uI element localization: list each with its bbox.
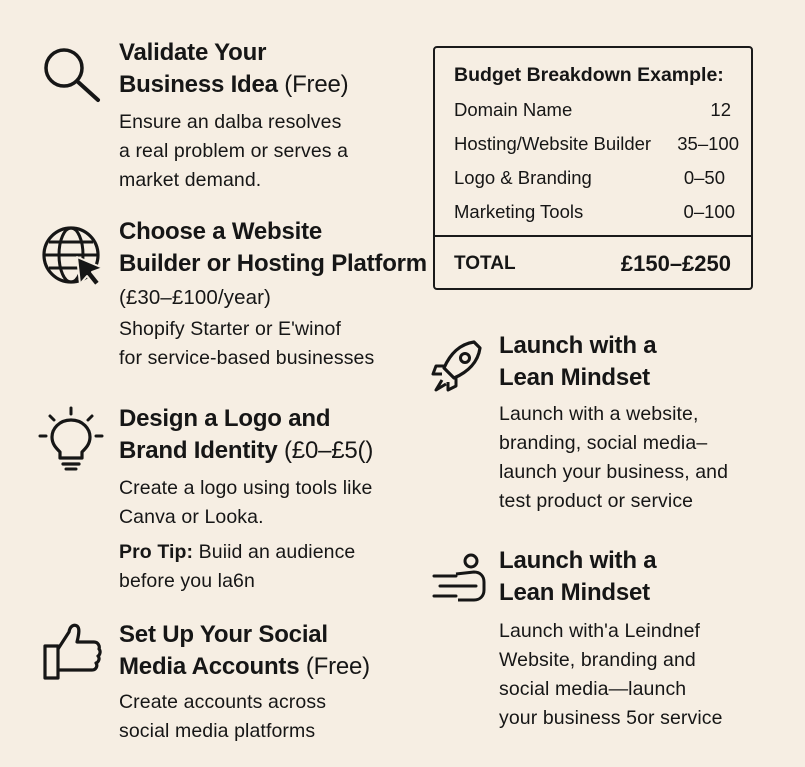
budget-row: Hosting/Website Builder 35–100	[454, 133, 739, 154]
budget-row: Domain Name 12	[454, 99, 731, 120]
thumbs-up-icon	[42, 620, 104, 682]
running-person-icon	[430, 552, 488, 606]
section-title-social: Set Up Your Social Media Accounts (Free)	[119, 621, 370, 680]
lightbulb-icon	[38, 406, 104, 472]
budget-row: Marketing Tools 0–100	[454, 201, 735, 222]
globe-cursor-icon	[40, 224, 106, 290]
budget-heading: Budget Breakdown Example:	[454, 64, 724, 86]
launch-body-2: Launch with'a Leindnef Website, branding and social media—launch your business 5or service	[499, 620, 723, 729]
section-title-logo: Design a Logo and Brand Identity (£0–£5()	[119, 405, 374, 464]
section-body-social: Create accounts across social media platforms	[119, 691, 327, 742]
launch-body-1: Launch with a website, branding, social media– launch your business, and test product or service	[499, 403, 729, 512]
rocket-icon	[430, 338, 486, 396]
magnifier-icon	[40, 44, 104, 106]
budget-total-value: £150–£250	[620, 251, 731, 276]
pro-tip-label: Pro Tip:	[119, 541, 194, 563]
section-body-validate: Ensure an dalba resolves a real problem or serves a market demand.	[119, 111, 349, 191]
budget-divider	[435, 235, 751, 237]
section-price-website: (£30–£100/year)	[119, 286, 271, 309]
section-body-logo: Create a logo using tools like Canva or Looka.	[119, 477, 373, 528]
pro-tip: Pro Tip: Buiid an audience before you la6n	[119, 541, 356, 592]
budget-total-label: TOTAL	[454, 253, 516, 274]
section-title-validate: Validate Your Business Idea (Free)	[119, 39, 349, 98]
launch-title-2: Launch with a Lean Mindset	[499, 547, 657, 606]
section-body-website: Shopify Starter or E'winof for service-based businesses	[119, 318, 375, 369]
section-title-website: Choose a Website Builder or Hosting Platform	[119, 218, 427, 277]
launch-title-1: Launch with a Lean Mindset	[499, 332, 657, 391]
budget-row: Logo & Branding 0–50	[454, 167, 725, 188]
budget-breakdown-box	[433, 46, 753, 290]
